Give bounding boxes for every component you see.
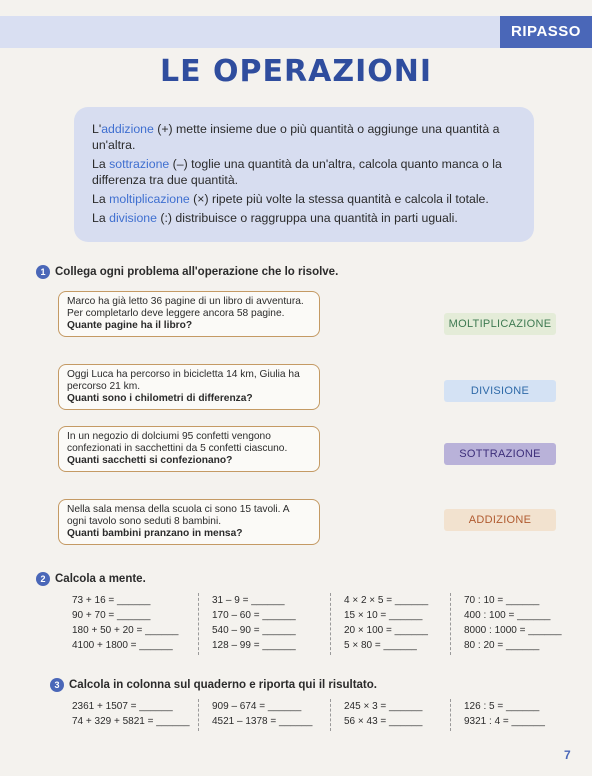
intro-keyword: moltiplicazione [109, 192, 190, 206]
intro-pre: L' [92, 122, 102, 136]
math-item[interactable]: 20 × 100 = ______ [344, 625, 428, 636]
math-column [464, 593, 562, 653]
intro-post: (–) toglie una quantità da un'altra, calcola quanto manca o la differenza tra due quantità. [92, 157, 502, 187]
problem-card[interactable] [58, 499, 320, 545]
math-item[interactable]: 180 + 50 + 20 = ______ [72, 625, 179, 636]
math-item[interactable]: 400 : 100 = ______ [464, 610, 551, 621]
math-item[interactable]: 9321 : 4 = ______ [464, 716, 545, 727]
problem-card[interactable] [58, 426, 320, 472]
intro-keyword: sottrazione [109, 157, 170, 171]
math-item[interactable]: 909 – 674 = ______ [212, 701, 302, 712]
math-item[interactable]: 5 × 80 = ______ [344, 640, 417, 651]
math-item[interactable]: 4100 + 1800 = ______ [72, 640, 173, 651]
exercise-1-title: Collega ogni problema all'operazione che lo risolve. [55, 266, 339, 279]
section-tag: RIPASSO [500, 16, 592, 48]
math-item[interactable]: 128 – 99 = ______ [212, 640, 296, 651]
exercise-2-heading [36, 572, 146, 586]
math-item[interactable]: 245 × 3 = ______ [344, 701, 423, 712]
math-item[interactable]: 56 × 43 = ______ [344, 716, 423, 727]
column-divider [330, 699, 331, 731]
math-item[interactable]: 126 : 5 = ______ [464, 701, 540, 712]
exercise-3-heading [50, 678, 377, 692]
math-item[interactable]: 8000 : 1000 = ______ [464, 625, 562, 636]
intro-keyword: divisione [109, 211, 157, 225]
math-column [344, 699, 422, 729]
page-title: LE OPERAZIONI [159, 54, 433, 89]
math-column [72, 593, 179, 653]
math-item[interactable]: 90 + 70 = ______ [72, 610, 151, 621]
problem-question: Quanti bambini pranzano in mensa? [67, 528, 243, 539]
math-column [212, 699, 312, 729]
intro-keyword: addizione [101, 122, 154, 136]
math-column [344, 593, 428, 653]
problem-card[interactable] [58, 364, 320, 410]
math-item[interactable]: 540 – 90 = ______ [212, 625, 296, 636]
column-divider [330, 593, 331, 655]
intro-line [92, 156, 518, 188]
mental-math-grid [72, 593, 572, 657]
math-item[interactable]: 4 × 2 × 5 = ______ [344, 595, 429, 606]
math-item[interactable]: 74 + 329 + 5821 = ______ [72, 716, 190, 727]
problem-question: Quante pagine ha il libro? [67, 320, 193, 331]
math-column [464, 699, 545, 729]
intro-line [92, 121, 518, 153]
intro-post: (:) distribuisce o raggruppa una quantità in parti uguali. [156, 211, 458, 225]
exercise-3-title: Calcola in colonna sul quaderno e riporta qui il risultato. [69, 679, 377, 692]
math-item[interactable]: 2361 + 1507 = ______ [72, 701, 173, 712]
problem-question: Quanti sacchetti si confezionano? [67, 455, 233, 466]
problem-text: In un negozio di dolciumi 95 confetti vengono confezionati in sacchettini da 5 confetti ciascuno. [67, 431, 288, 454]
intro-post: (+) mette insieme due o più quantità o aggiunge una quantità a un'altra. [92, 122, 500, 152]
math-column [212, 593, 296, 653]
column-divider [198, 699, 199, 731]
operation-division[interactable]: DIVISIONE [444, 380, 556, 402]
math-column [72, 699, 190, 729]
operation-subtraction[interactable]: SOTTRAZIONE [444, 443, 556, 465]
intro-box [74, 107, 534, 242]
column-calc-grid [72, 699, 572, 733]
math-item[interactable]: 73 + 16 = ______ [72, 595, 151, 606]
column-divider [450, 699, 451, 731]
exercise-number-badge: 1 [36, 265, 50, 279]
math-item[interactable]: 15 × 10 = ______ [344, 610, 423, 621]
intro-post: (×) ripete più volte la stessa quantità e calcola il totale. [189, 192, 489, 206]
math-item[interactable]: 4521 – 1378 = ______ [212, 716, 313, 727]
exercise-number-badge: 2 [36, 572, 50, 586]
exercise-2-title: Calcola a mente. [55, 573, 146, 586]
column-divider [450, 593, 451, 655]
column-divider [198, 593, 199, 655]
intro-pre: La [92, 157, 110, 171]
exercise-number-badge: 3 [50, 678, 64, 692]
intro-line [92, 210, 518, 226]
math-item[interactable]: 70 : 10 = ______ [464, 595, 540, 606]
problem-text: Marco ha già letto 36 pagine di un libro di avventura. Per completarlo deve leggere ancora 58 pagine. [67, 296, 304, 319]
math-item[interactable]: 31 – 9 = ______ [212, 595, 285, 606]
operation-addition[interactable]: ADDIZIONE [444, 509, 556, 531]
problem-card[interactable] [58, 291, 320, 337]
problem-text: Oggi Luca ha percorso in bicicletta 14 km, Giulia ha percorso 21 km. [67, 369, 300, 392]
problem-question: Quanti sono i chilometri di differenza? [67, 393, 253, 404]
operation-multiplication[interactable]: MOLTIPLICAZIONE [444, 313, 556, 335]
intro-pre: La [92, 211, 110, 225]
problem-text: Nella sala mensa della scuola ci sono 15 tavoli. A ogni tavolo sono seduti 8 bambini. [67, 504, 289, 527]
intro-pre: La [92, 192, 110, 206]
exercise-1-heading [36, 265, 338, 279]
math-item[interactable]: 80 : 20 = ______ [464, 640, 540, 651]
page-number: 7 [564, 748, 571, 762]
math-item[interactable]: 170 – 60 = ______ [212, 610, 296, 621]
intro-line [92, 191, 518, 207]
